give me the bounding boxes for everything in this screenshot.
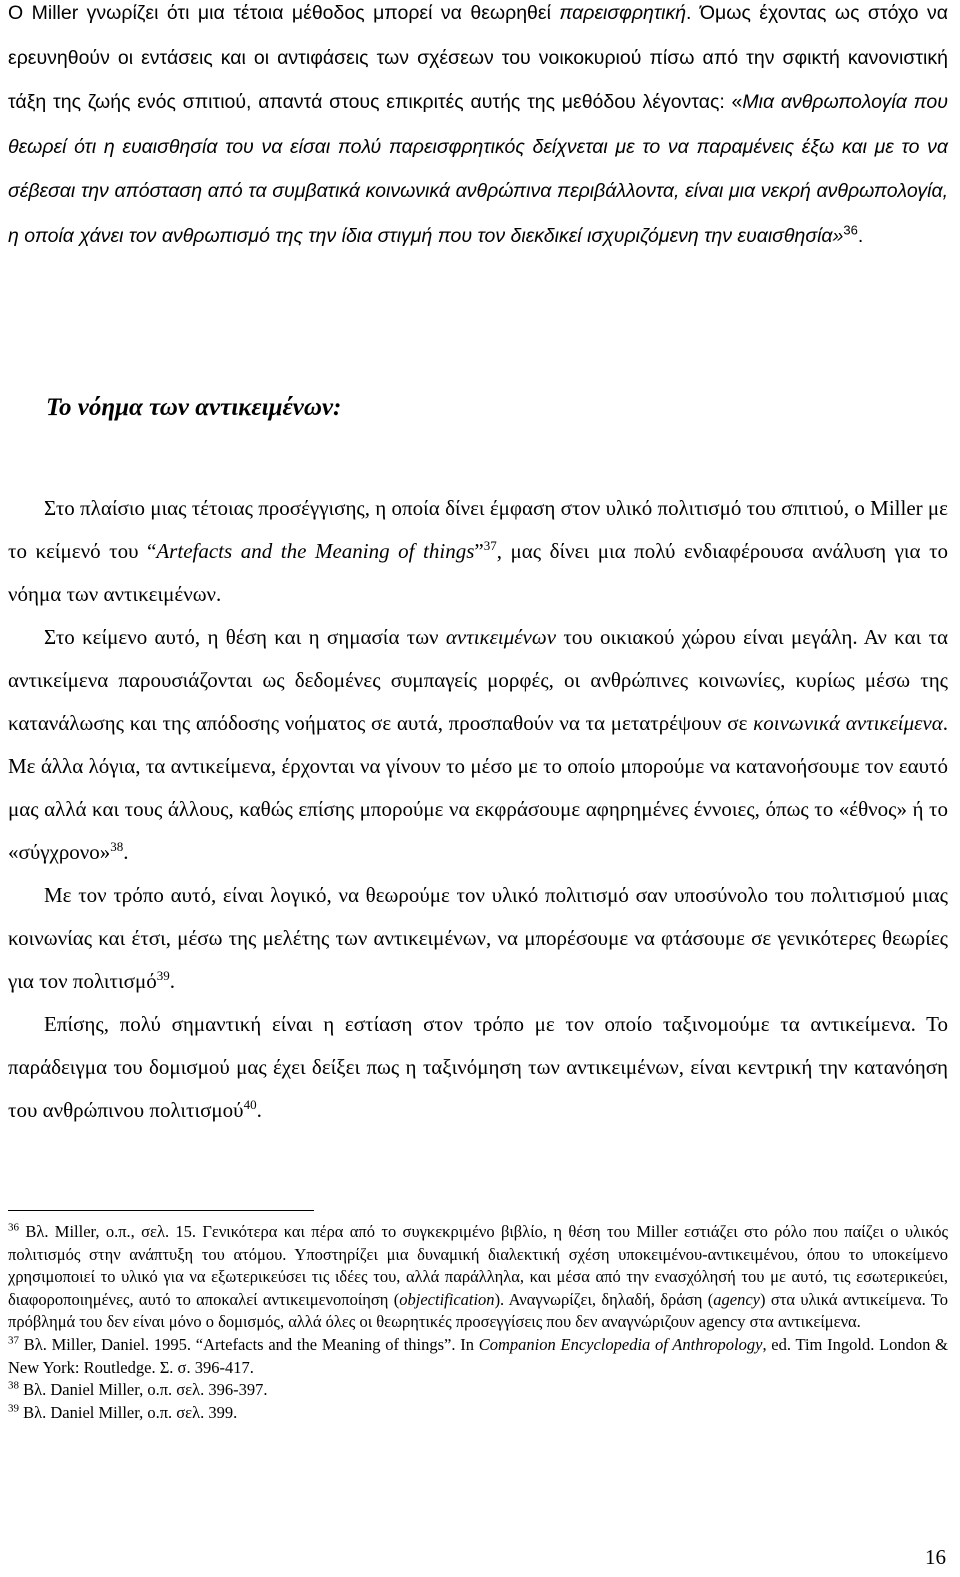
text-run: Βλ. Miller, ο.π., σελ. 15. Γενικότερα και πέρα από το συγκεκριμένο βιβλίο, η θέση του Miller εστιάζει στο ρόλο που παίζει ο υλικός πολιτισμός στην ανάπτυξη του ατόμου. Υποστηρίζει μια δυναμική διαλεκτική σχέση υποκειμένου-αντικειμένου, όπου το υποκείμενο χρησιμοποιεί το υλικό για να εξωτερικεύσει τις ιδέες του, αλλά παράλληλα, και μέσα από την ενασχόλησή του με αυτό, τις εσωτερικεύει, διαφοροποιημένες, αυτό το αποκαλεί αντικειμενοποίηση ( [8,1222,948,1309]
footnote-ref-39[interactable]: 39 [156,968,170,983]
text-run: . [123,840,129,864]
footnote-39 [8,1402,948,1425]
text-run-italic: κοινωνικά αντικείμενα [753,711,943,735]
footnote-number: 38 [8,1379,19,1392]
text-run: . [857,224,864,247]
text-run: , μας δίνει μια πολύ ενδιαφέρουσα ανάλυση για το νόημα των αντικειμένων. [8,539,949,606]
text-run: Στο πλαίσιο μιας τέτοιας προσέγγισης, η οποία δίνει έμφαση στον υλικό πολιτισμό του σπιτιού, ο Miller με το κείμενό του “ [8,496,948,563]
footnote-number: 39 [8,1402,19,1415]
text-run: . [169,969,175,993]
text-run: Βλ. Daniel Miller, ο.π. σελ. 399. [19,1402,238,1422]
text-run: ). Αναγνωρίζει, δηλαδή, δράση ( [494,1289,714,1309]
footnote-36 [8,1221,948,1334]
miller-quote: Μια ανθρωπολογία που θεωρεί ότι η ευαισθησία του να είσαι πολύ παρεισφρητικός δείχνεται με το να παραμένεις έξω και με το να σέβεσαι την απόσταση από τα συμβατικά κοινωνικά ανθρώπινα περιβάλλοντα, είναι μια νεκρή ανθρωπολογία, η οποία χάνει τον ανθρωπισμό της την ίδια στιγμή που τον διεκδικεί ισχυριζόμενη την ευαισθησία» [8,91,948,247]
text-run: Βλ. Miller, Daniel. 1995. “Artefacts and the Meaning of things”. In [19,1334,479,1354]
text-run: ) στα υλικά αντικείμενα. Το πρόβλημά του δεν είναι μόνο ο δομισμός, αλλά όλες οι θεωρητικές προσεγγίσεις που δεν αναγνώριζουν agency στα αντικείμενα. [8,1289,948,1332]
footnote-number: 37 [8,1334,19,1347]
footnote-38 [8,1379,948,1402]
footnote-37 [8,1334,948,1379]
section-body [8,487,948,1132]
text-run-italic: objectification [399,1289,495,1309]
text-run: O Miller γνωρίζει ότι μια τέτοια μέθοδος μπορεί να θεωρηθεί [8,2,560,24]
paragraph-artefacts [8,487,948,616]
text-run-italic: agency [713,1289,760,1309]
text-run: Στο κείμενο αυτό, η θέση και η σημασία των [44,625,446,649]
work-title: Artefacts and the Meaning of things [156,539,475,563]
quote-paragraph [8,0,948,258]
text-run: του οικιακού χώρου είναι μεγάλη. Αν και τα αντικείμενα παρουσιάζονται ως δεδομένες συμπαγείς μορφές, οι ανθρώπινες κοινωνίες, κυρίως μέσω της κατανάλωσης και της απόδοσης νοήματος σε αυτά, προσπαθούν να τα μετατρέψουν σε [8,625,948,735]
footnote-number: 36 [8,1221,19,1234]
text-run: Βλ. Daniel Miller, ο.π. σελ. 396-397. [19,1380,268,1400]
text-run: Επίσης, πολύ σημαντική είναι η εστίαση στον τρόπο με τον οποίο ταξινομούμε τα αντικείμενα. Το παράδειγμα του δομισμού μας έχει δείξει πως η ταξινόμηση των αντικειμένων, είναι κεντρική την κατανόηση του ανθρώπινου πολιτισμού [8,1012,948,1122]
paragraph-objects [8,616,948,874]
text-run: , ed. Tim Ingold. London & New York: Routledge. Σ. σ. 396-417. [8,1334,948,1377]
text-run-italic: παρεισφρητική [559,2,687,24]
text-run: ” [474,539,484,563]
footnote-ref-40[interactable]: 40 [243,1097,257,1112]
text-run: . Όμως έχοντας ως στόχο να ερευνηθούν οι εντάσεις και οι αντιφάσεις των σχέσεων του νοικοκυριού πίσω από την σφικτή κανονιστική τάξη της ζωής ενός σπιτιού, απαντά στους επικριτές αυτής της μεθόδου λέγοντας: « [8,2,948,113]
paragraph-material-culture [8,874,948,1003]
text-run: . [256,1098,262,1122]
footnote-ref-37[interactable]: 37 [483,538,497,553]
text-run: . Με άλλα λόγια, τα αντικείμενα, έρχονται να γίνουν το μέσο με το οποίο μπορούμε να κατανοήσουμε τον εαυτό μας αλλά και τους άλλους, καθώς επίσης μπορούμε να εκφράσουμε αφηρημένες έννοιες, όπως το «έθνος» ή το «σύγχρονο» [8,711,948,864]
page-number: 16 [925,1545,946,1569]
text-run-italic: Companion Encyclopedia of Anthropology [478,1334,763,1354]
text-run: Με τον τρόπο αυτό, είναι λογικό, να θεωρούμε τον υλικό πολιτισμό σαν υποσύνολο του πολιτισμού μιας κοινωνίας και έτσι, μέσω της μελέτης των αντικειμένων, να μπορέσουμε να φτάσουμε σε γενικότερες θεωρίες για τον πολιτισμό [8,883,948,993]
footnote-ref-36[interactable]: 36 [843,222,858,237]
text-run-italic: αντικειμένων [445,625,557,649]
section-heading: Το νόημα των αντικειμένων: [46,394,342,421]
footnote-ref-38[interactable]: 38 [110,839,124,854]
paragraph-classification [8,1003,948,1132]
footnotes [8,1221,948,1424]
footnote-separator [8,1210,314,1211]
